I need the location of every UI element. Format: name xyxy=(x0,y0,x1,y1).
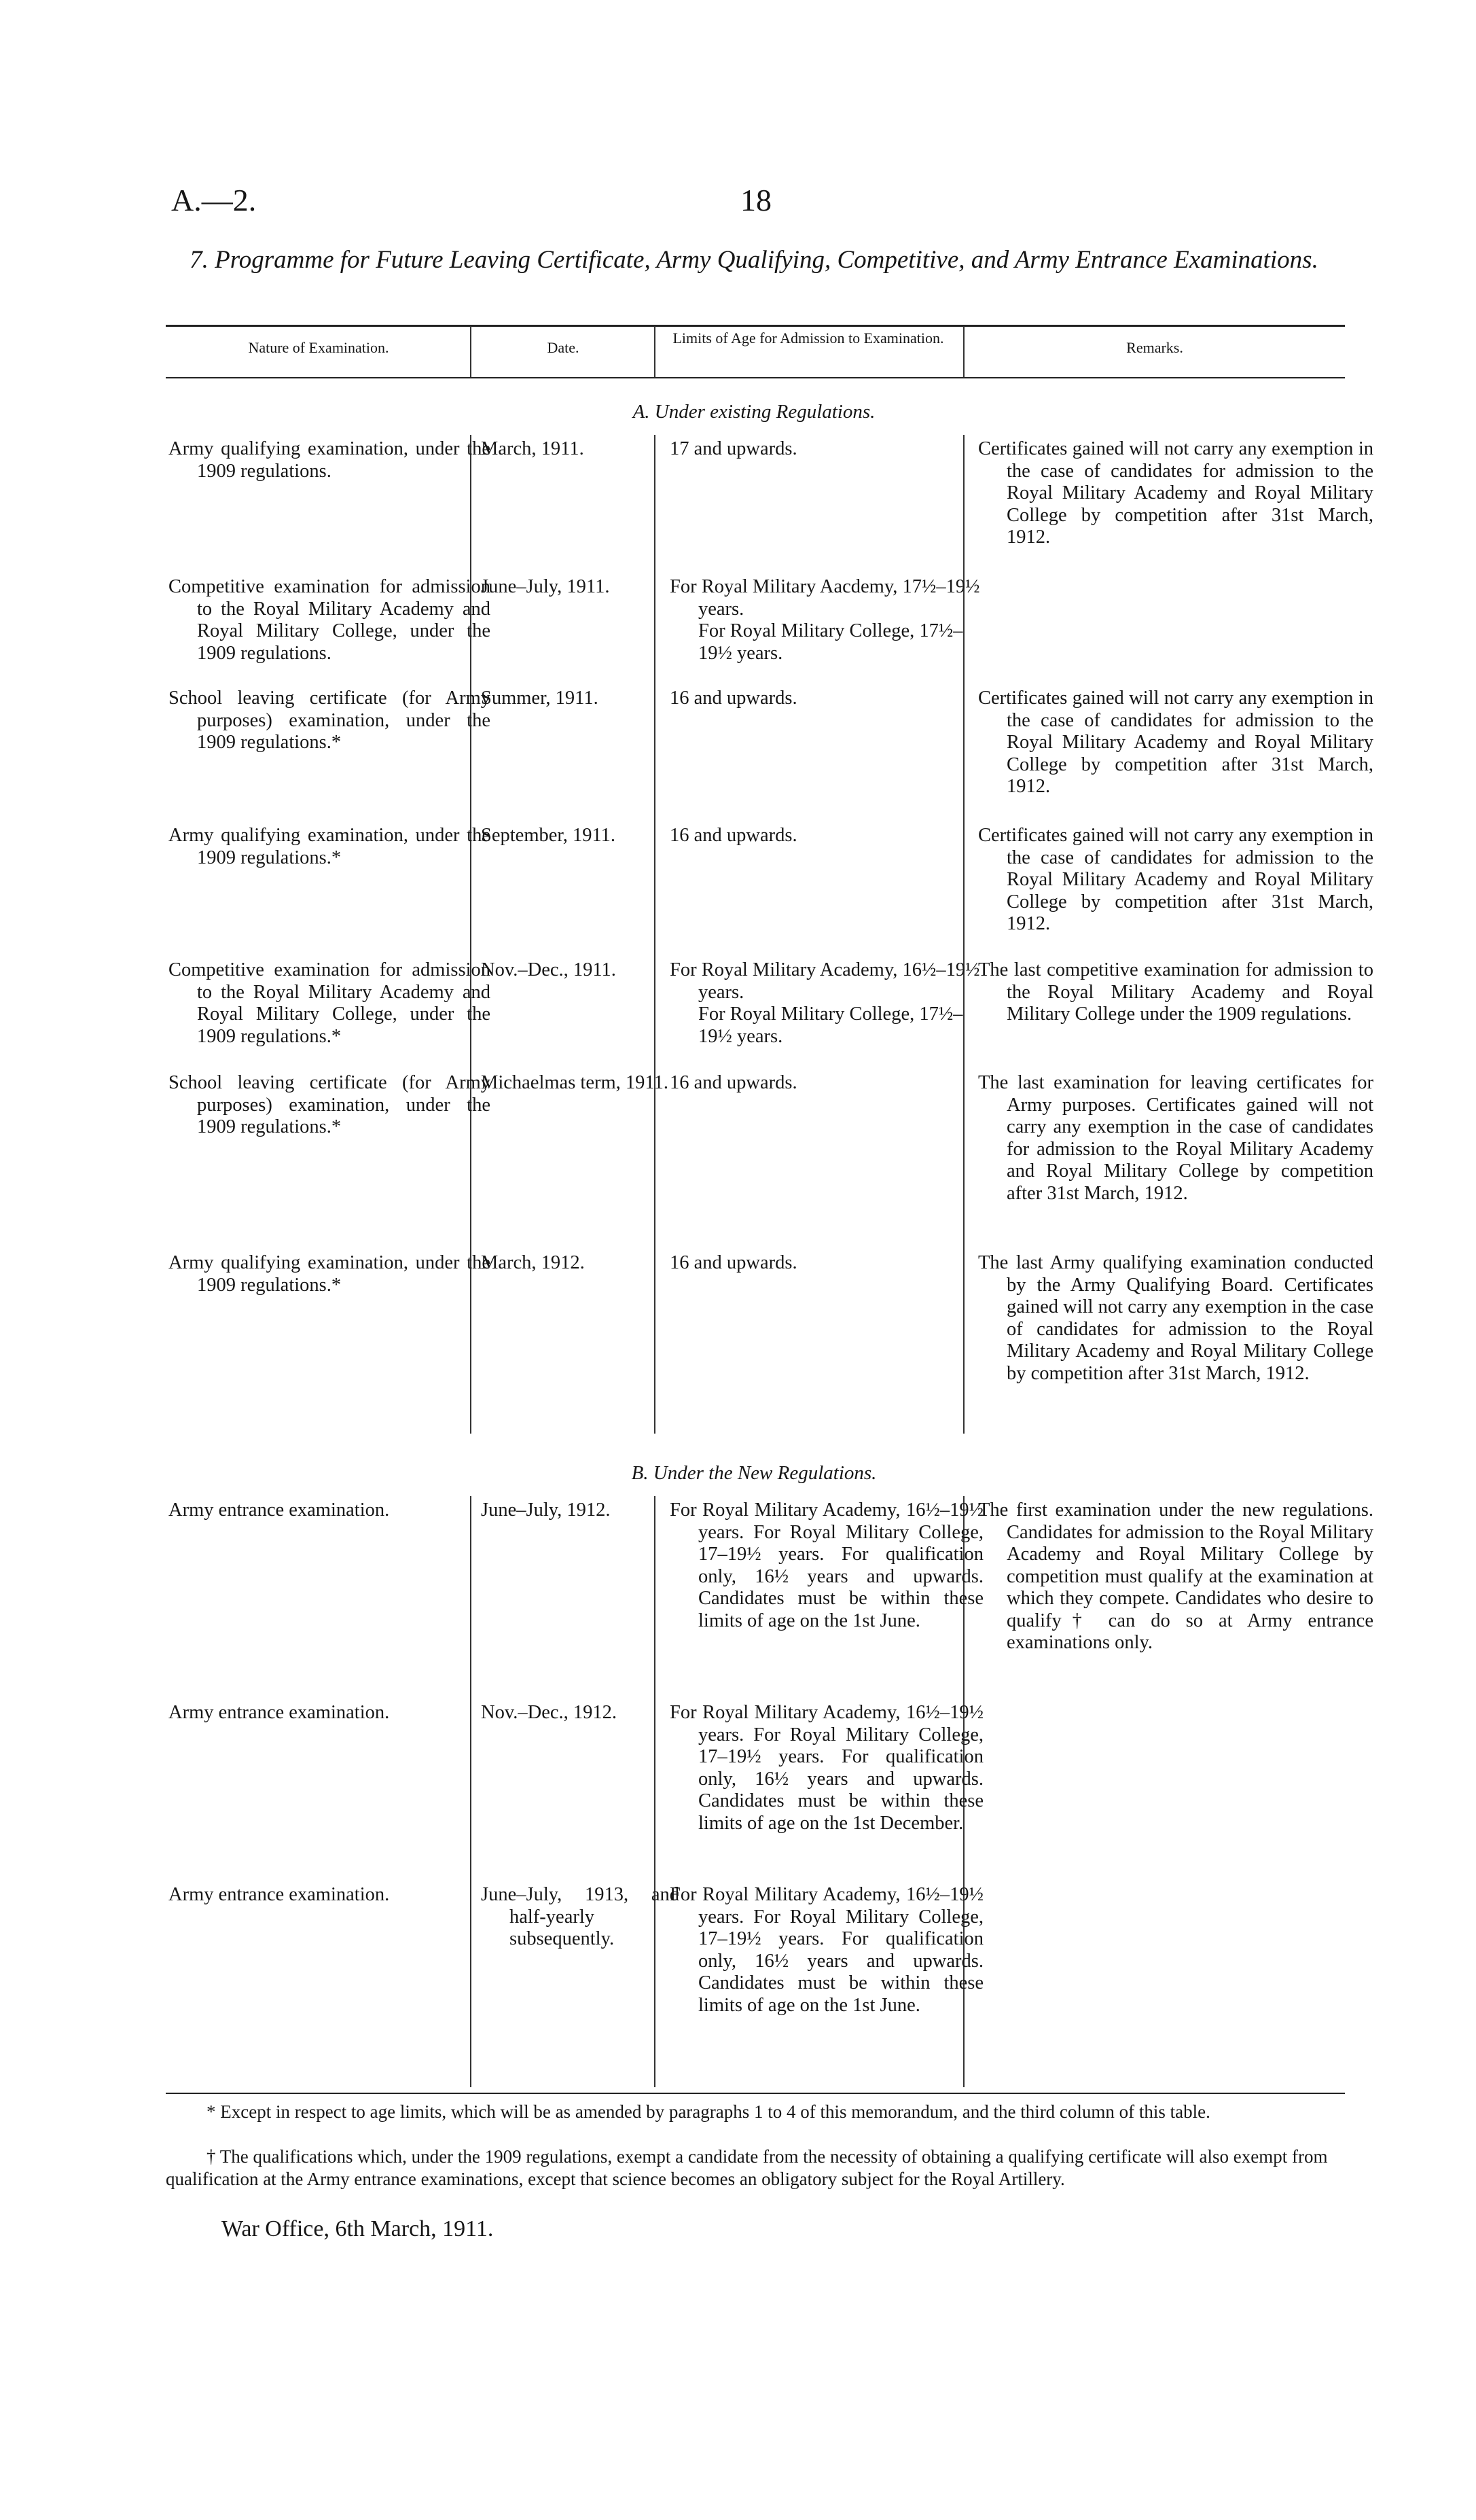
header-divider xyxy=(654,326,655,377)
column-divider xyxy=(470,1496,471,2087)
table-row-nature: School leaving certificate (for Army purposes) examination, under the 1909 regulations.* xyxy=(168,688,490,753)
table-row-nature: Army qualifying examination, under the 1909 regulations.* xyxy=(168,825,490,868)
table-row-age: 16 and upwards. xyxy=(670,1072,797,1093)
table-row-remarks: The last examination for leaving certificates for Army purposes. Certificates gained will not carry any exemption in the case of candidates for admission to the Royal Military Academy and Royal Military College by competition after 31st March, 1912. xyxy=(978,1072,1373,1204)
table-header-rule xyxy=(166,377,1345,378)
signature-line: War Office, 6th March, 1911. xyxy=(221,2216,494,2241)
table-row-date: Nov.–Dec., 1912. xyxy=(481,1702,617,1723)
table-row-age: 17 and upwards. xyxy=(670,438,797,459)
table-bottom-rule xyxy=(166,2093,1345,2094)
table-row-date: June–July, 1911. xyxy=(481,576,610,597)
table-row-nature: Army qualifying examination, under the 1909 regulations.* xyxy=(168,1252,490,1296)
table-row-date: Michaelmas term, 1911. xyxy=(481,1072,668,1093)
table-row-nature: Army entrance examination. xyxy=(168,1499,390,1521)
table-row-date: Summer, 1911. xyxy=(481,688,598,709)
page-number: 18 xyxy=(740,183,772,217)
footnote-asterisk: * Except in respect to age limits, which will be as amended by paragraphs 1 to 4 of this memorandum, and the third column of this table. xyxy=(206,2101,1210,2122)
table-row-remarks: The last Army qualifying examination conducted by the Army Qualifying Board. Certificates gained will not carry any exemption in the case of candidates for admission to the Royal Military Academy and Royal Military College by competition after 31st March, 1912. xyxy=(978,1252,1373,1384)
table-row-remarks: Certificates gained will not carry any exemption in the case of candidates for admission to the Royal Military Academy and Royal Military College by competition after 31st March, 1912. xyxy=(978,438,1373,548)
table-row-age: For Royal Military Academy, 16½–19½ years. For Royal Military College, 17–19½ years. For qualification only, 16½ years and upwards. Candidates must be within these limits of age on the 1st June. xyxy=(670,1884,984,2016)
column-divider xyxy=(654,435,655,1434)
table-row-date: June–July, 1912. xyxy=(481,1499,611,1521)
table-top-rule xyxy=(166,325,1345,327)
table-row-nature: School leaving certificate (for Army purposes) examination, under the 1909 regulations.* xyxy=(168,1072,490,1137)
section-heading-b: B. Under the New Regulations. xyxy=(631,1462,877,1484)
table-row-date: March, 1912. xyxy=(481,1252,585,1273)
column-divider xyxy=(654,1496,655,2087)
table-row-nature: Competitive examination for admission to the Royal Military Academy and Royal Military College, under the 1909 regulations. xyxy=(168,576,490,664)
header-divider xyxy=(963,326,965,377)
table-row-remarks: Certificates gained will not carry any exemption in the case of candidates for admission to the Royal Military Academy and Royal Military College by competition after 31st March, 1912. xyxy=(978,688,1373,797)
column-header-date: Date. xyxy=(547,339,579,356)
table-row-nature: Army qualifying examination, under the 1909 regulations. xyxy=(168,438,490,482)
table-row-nature: Army entrance examination. xyxy=(168,1884,390,1905)
table-row-remarks: Certificates gained will not carry any exemption in the case of candidates for admission to the Royal Military Academy and Royal Military College by competition after 31st March, 1912. xyxy=(978,825,1373,934)
footnote-dagger: † The qualifications which, under the 1909 regulations, exempt a candidate from the necessity of obtaining a qualifying certificate will also exempt from qualification at the Army entrance examinations, except that science becomes an obligatory subject for the Royal Artillery. xyxy=(166,2146,1328,2189)
table-row-age: 16 and upwards. xyxy=(670,688,797,709)
table-row-age: 16 and upwards. xyxy=(670,1252,797,1273)
table-row-date: June–July, 1913, and half-yearly subsequently. xyxy=(481,1884,679,1949)
column-header-remarks: Remarks. xyxy=(1126,339,1183,356)
column-header-nature: Nature of Examination. xyxy=(248,339,389,356)
table-row-date: Nov.–Dec., 1911. xyxy=(481,959,616,980)
section-heading-a: A. Under existing Regulations. xyxy=(632,401,876,423)
table-row-age: For Royal Military Academy, 16½–19½ years. For Royal Military College, 17–19½ years. For qualification only, 16½ years and upwards. Candidates must be within these limits of age on the 1st June. xyxy=(670,1499,984,1631)
table-row-age: 16 and upwards. xyxy=(670,825,797,846)
table-row-remarks: The last competitive examination for admission to the Royal Military Academy and Royal Military College under the 1909 regulations. xyxy=(978,959,1373,1025)
table-row-remarks: The first examination under the new regulations. Candidates for admission to the Royal Military Academy and Royal Military College by competition must qualify at the examination at which they compete. Candidates who desire to qualify† can do so at Army entrance examinations only. xyxy=(978,1499,1373,1653)
header-divider xyxy=(470,326,471,377)
table-row-age: For Royal Military Aacdemy, 17½–19½ years. For Royal Military College, 17½–19½ years. xyxy=(670,576,980,664)
table-row-age: For Royal Military Academy, 16½–19½ years. For Royal Military College, 17½–19½ years. xyxy=(670,959,980,1047)
page-title: 7. Programme for Future Leaving Certificate, Army Qualifying, Competitive, and Army Entrance Examinations. xyxy=(190,246,1318,274)
table-row-date: September, 1911. xyxy=(481,825,616,846)
table-row-nature: Competitive examination for admission to the Royal Military Academy and Royal Military College, under the 1909 regulations.* xyxy=(168,959,490,1047)
document-reference: A.—2. xyxy=(171,183,257,217)
table-row-nature: Army entrance examination. xyxy=(168,1702,390,1723)
table-row-date: March, 1911. xyxy=(481,438,584,459)
column-header-age: Limits of Age for Admission to Examination. xyxy=(672,330,944,347)
table-row-age: For Royal Military Academy, 16½–19½ years. For Royal Military College, 17–19½ years. For qualification only, 16½ years and upwards. Candidates must be within these limits of age on the 1st December. xyxy=(670,1702,984,1834)
